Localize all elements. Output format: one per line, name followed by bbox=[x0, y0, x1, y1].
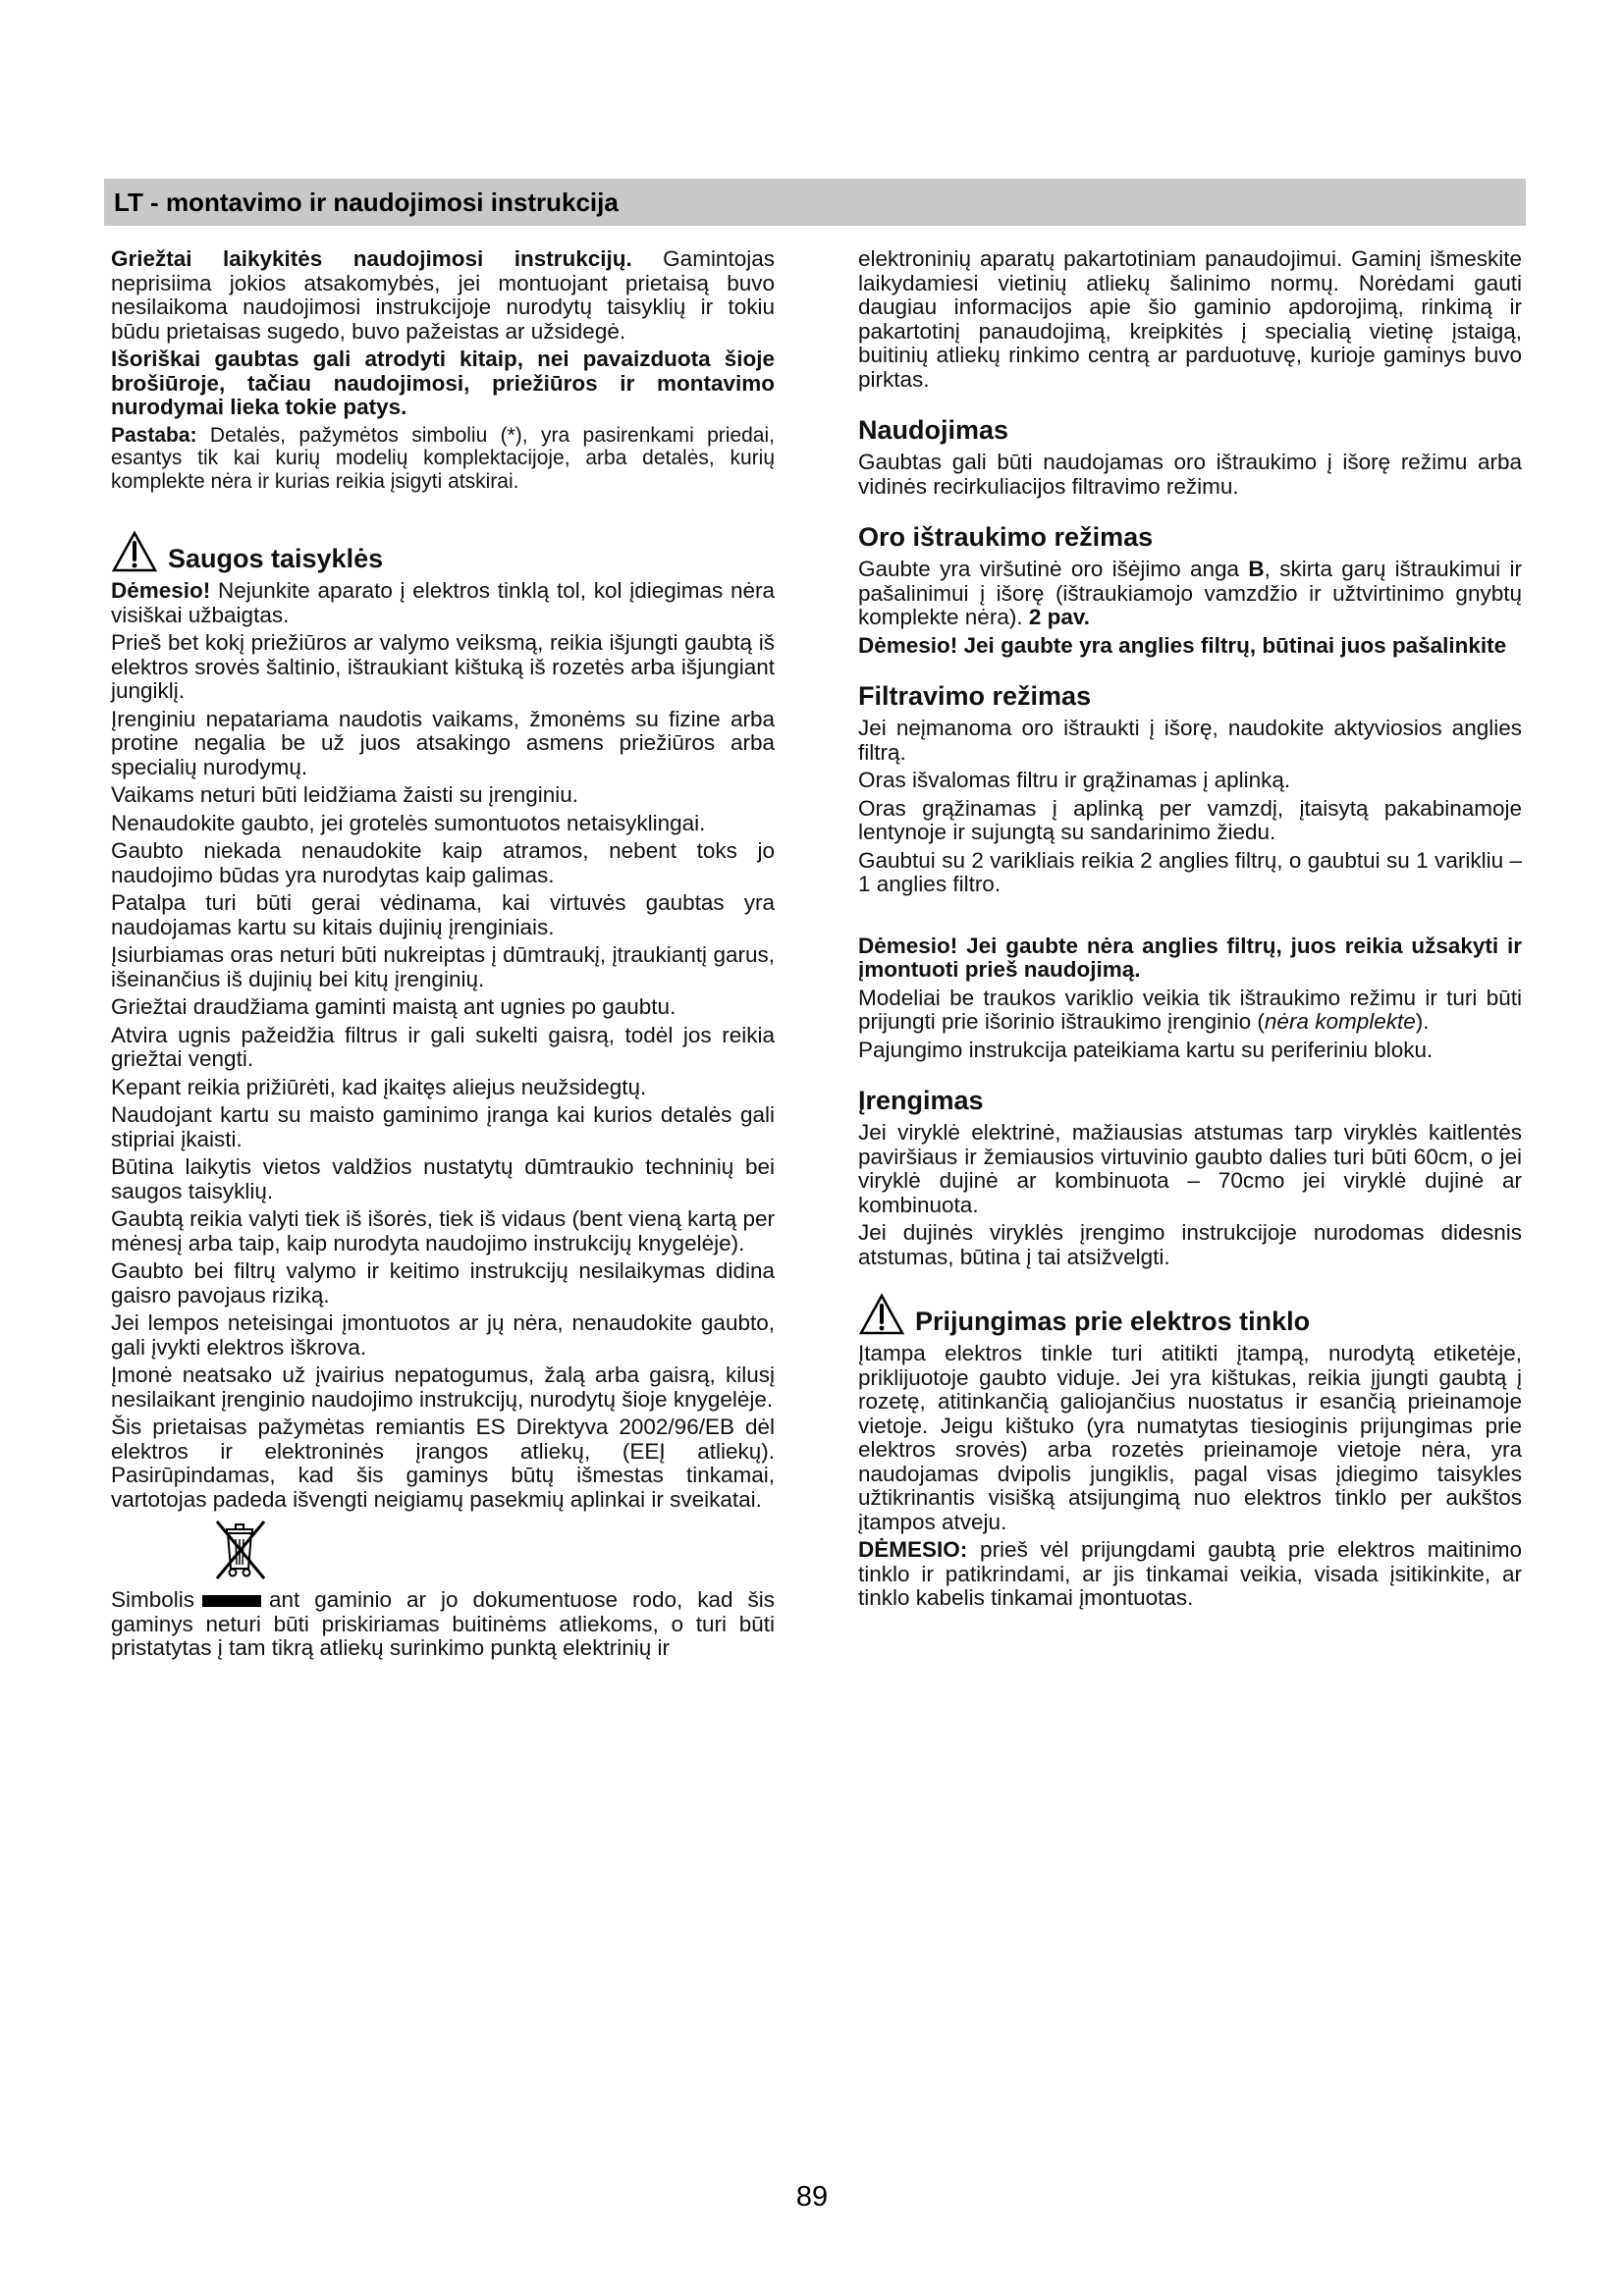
intro-lead: Griežtai laikykitės naudojimosi instrukcijų. bbox=[111, 246, 632, 271]
symbol-label: Simbolis bbox=[111, 1587, 195, 1612]
warning-triangle-icon bbox=[858, 1293, 905, 1336]
safety-heading-text: Saugos taisyklės bbox=[168, 544, 384, 573]
symbol-text: ant gaminio ar jo dokumentuose rodo, kad šis gaminys neturi būti priskiriamas buitinėms atliekoms, o turi būti pristatytas į tam tikrą atliekų surinkimo punktą elektrinių ir bbox=[111, 1587, 775, 1660]
safety-rule: Įrenginiu nepatariama naudotis vaikams, žmonėms su fizine arba protine negalia be už juos atsakingo asmens priežiūros arba specialių nurodymų. bbox=[111, 706, 775, 779]
safety-rule: Nenaudokite gaubto, jei grotelės sumontuotos netaisyklingai. bbox=[111, 810, 706, 835]
warning-triangle-icon bbox=[111, 530, 158, 573]
safety-rule: Patalpa turi būti gerai vėdinama, kai virtuvės gaubtas yra naudojamas kartu su kitais dujinių įrenginiais. bbox=[111, 890, 775, 939]
outlet-label: B bbox=[1248, 557, 1265, 581]
page-number: 89 bbox=[795, 2181, 829, 2213]
usage-heading: Naudojimas bbox=[858, 415, 1009, 445]
safety-rule: Kepant reikia prižiūrėti, kad įkaitęs aliejus neužsidegtų. bbox=[111, 1074, 647, 1099]
filtering-heading: Filtravimo režimas bbox=[858, 681, 1092, 711]
safety-rule: Jei lempos neteisingai įmontuotos ar jų nėra, nenaudokite gaubto, gali įvykti elektros iškrova. bbox=[111, 1310, 775, 1360]
filtering-text: Oras grąžinamas į aplinką per vamzdį, įtaisytą pakabinamoje lentynoje ir sujungtą su sandarinimo žiedu. bbox=[858, 795, 1522, 844]
filtering-text: Jei neįmanoma oro ištraukti į išorę, naudokite aktyviosios anglies filtrą. bbox=[858, 716, 1522, 765]
attention-label: DĖMESIO: bbox=[858, 1537, 968, 1562]
safety-rule: Gaubto niekada nenaudokite kaip atramos, nebent toks jo naudojimo būdas yra nurodytas kaip galimas. bbox=[111, 838, 775, 887]
safety-rule: Atvira ugnis pažeidžia filtrus ir gali sukelti gaisrą, todėl jos reikia griežtai vengti. bbox=[111, 1022, 775, 1071]
safety-rule: Gaubto bei filtrų valymo ir keitimo instrukcijų nesilaikymas didina gaisro pavojaus riziką. bbox=[111, 1258, 775, 1308]
figure-ref: 2 pav. bbox=[1028, 605, 1090, 629]
filtering-warning: Dėmesio! Jei gaubte nėra anglies filtrų, juos reikia užsakyti ir įmontuoti prieš naudojimą. bbox=[858, 933, 1522, 982]
attention-label: Dėmesio! bbox=[111, 578, 211, 603]
extraction-text: Gaubte yra viršutinė oro išėjimo anga B, skirta garų ištraukimui ir pašalinimui į išorę (ištraukiamojo vamzdžio ir užtvirtinimo gnybtų komplekte nėra). 2 pav. bbox=[858, 557, 1522, 629]
page-title: LT - montavimo ir naudojimosi instrukcija bbox=[114, 187, 619, 217]
safety-rule: Griežtai draudžiama gaminti maistą ant ugnies po gaubtu. bbox=[111, 994, 677, 1019]
safety-heading bbox=[111, 530, 775, 573]
electrical-warning: DĖMESIO: prieš vėl prijungdami gaubtą prie elektros maitinimo tinklo ir patikrindami, ar jis tinkamai veikia, visada įsitikinkite, ar tinklo kabelis tinkamai įmontuotas. bbox=[858, 1537, 1522, 1610]
extraction-heading: Oro ištraukimo režimas bbox=[858, 522, 1154, 552]
left-column bbox=[111, 247, 775, 1665]
note-label: Pastaba: bbox=[111, 423, 197, 447]
safety-rule: Gaubtą reikia valyti tiek iš išorės, tiek iš vidaus (bent vieną kartą per mėnesį arba taip, kaip nurodyta naudojimo instrukcijų knygelėje). bbox=[111, 1206, 775, 1255]
filtering-text: Pajungimo instrukcija pateikiama kartu su periferiniu bloku. bbox=[858, 1037, 1434, 1062]
recycling-continuation: elektroninių aparatų pakartotiniam panaudojimui. Gaminį išmeskite laikydamiesi vietinių atliekų šalinimo normų. Norėdami gauti daugiau informacijos apie šio gaminio apdorojimą, rinkimą ir pakartotinį panaudojimą, kreipkitės į specialią vietinę įstaigą, buitinių atliekų rinkimo centrą ar parduotuvę, kurioje gaminys buvo pirktas. bbox=[858, 246, 1522, 392]
electrical-heading bbox=[858, 1293, 1522, 1336]
note-text: Detalės, pažymėtos simboliu (*), yra pasirenkami priedai, esantys tik kai kurių modelių komplektacijoje, arba detalės, kurių komplekte nėra ir kurias reikia įsigyti atskirai. bbox=[111, 423, 775, 493]
weee-paragraph: Šis prietaisas pažymėtas remiantis ES Direktyva 2002/96/EB dėl elektros ir elektroninės įrangos atliekų, (EEĮ atliekų). Pasirūpindamas, kad šis gaminys būtų išmestas tinkamai, vartotojas padeda išvengti neigiamų pasekmių aplinkai ir sveikatai. bbox=[111, 1415, 775, 1512]
optional-parts-note bbox=[111, 424, 775, 494]
electrical-heading-text: Prijungimas prie elektros tinklo bbox=[915, 1307, 1311, 1336]
safety-rule: Vaikams neturi būti leidžiama žaisti su įrenginiu. bbox=[111, 782, 579, 807]
safety-rule: Naudojant kartu su maisto gaminimo įranga kai kurios detalės gali stipriai įkaisti. bbox=[111, 1102, 775, 1151]
right-column bbox=[858, 247, 1522, 1615]
installation-text: Jei viryklė elektrinė, mažiausias atstumas tarp viryklės kaitlentės paviršiaus ir žemiausios virtuvinio gaubto dalies turi būti 60cm, o jei viryklė dujinė ar kombinuota – 70cmo jei viryklė dujinė ar kombinuota. bbox=[858, 1120, 1522, 1217]
symbol-paragraph bbox=[111, 1588, 775, 1661]
extraction-warning: Dėmesio! Jei gaubte yra anglies filtrų, būtinai juos pašalinkite bbox=[858, 632, 1507, 658]
usage-text: Gaubtas gali būti naudojamas oro ištraukimo į išorę režimu arba vidinės recirkuliacijos filtravimo režimu. bbox=[858, 450, 1522, 499]
crossed-bin-icon bbox=[209, 1516, 272, 1584]
intro-rest: Gamintojas neprisiima jokios atsakomybės, jei montuojant prietaisą buvo nesilaikoma naudojimosi instrukcijoje nurodytų taisyklių ir tokiu būdu prietaisas sugedo, buvo pažeistas ar užsidegė. bbox=[111, 246, 775, 344]
filtering-text: Modeliai be traukos variklio veikia tik ištraukimo režimu ir turi būti prijungti prie išorinio ištraukimo įrenginio (nėra komplekte). bbox=[858, 985, 1522, 1034]
safety-rule: Įmonė neatsako už įvairius nepatogumus, žalą arba gaisrą, kilusį nesilaikant įrenginio naudojimo instrukcijų, nurodytų šioje knygelėje. bbox=[111, 1362, 775, 1412]
safety-rule: Būtina laikytis vietos valdžios nustatytų dūmtraukio techninių bei saugos taisyklių. bbox=[111, 1154, 775, 1203]
intro-paragraph bbox=[111, 247, 775, 344]
black-bar-symbol bbox=[202, 1595, 261, 1607]
filtering-text: Gaubtui su 2 varikliais reikia 2 anglies filtrų, o gaubtui su 1 varikliu – 1 anglies filtro. bbox=[858, 847, 1522, 896]
header-band bbox=[104, 179, 1526, 226]
appearance-note: Išoriškai gaubtas gali atrodyti kitaip, nei pavaizduota šioje brošiūroje, tačiau naudojimosi, priežiūros ir montavimo nurodymai lieka tokie patys. bbox=[111, 347, 775, 419]
installation-text: Jei dujinės viryklės įrengimo instrukcijoje nurodomas didesnis atstumas, būtina į tai atsižvelgti. bbox=[858, 1220, 1522, 1269]
safety-rule: Įsiurbiamas oras neturi būti nukreiptas į dūmtraukį, įtraukiantį garus, išeinančius iš dujinių bei kitų įrenginių. bbox=[111, 942, 775, 991]
electrical-text: Įtampa elektros tinkle turi atitikti įtampą, nurodytą etiketėje, priklijuotoje gaubto viduje. Jei yra kištukas, reikia įjungti gaubtą į rozetę, atitinkančią galiojančius nuostatus ir esančią prieinamoje vietoje. Jeigu kištuko (yra numatytas tiesioginis prijungimas prie elektros srovės) arba rozetės prieinamoje vietoje nėra, yra naudojamas dvipolis jungiklis, pagal visas įdiegimo taisykles užtikrinantis visišką atsijungimą nuo elektros tinklo per aukštos įtampos atveju. bbox=[858, 1341, 1522, 1534]
filtering-text: Oras išvalomas filtru ir grąžinamas į aplinką. bbox=[858, 768, 1291, 792]
safety-rule: Prieš bet kokį priežiūros ar valymo veiksmą, reikia išjungti gaubtą iš elektros srovės šaltinio, ištraukiant kištuką iš rozetės arba išjungiant jungiklį. bbox=[111, 630, 775, 703]
safety-attention: Dėmesio! Nejunkite aparato į elektros tinklą tol, kol įdiegimas nėra visiškai užbaigtas. bbox=[111, 578, 775, 627]
installation-heading: Įrengimas bbox=[858, 1086, 984, 1115]
